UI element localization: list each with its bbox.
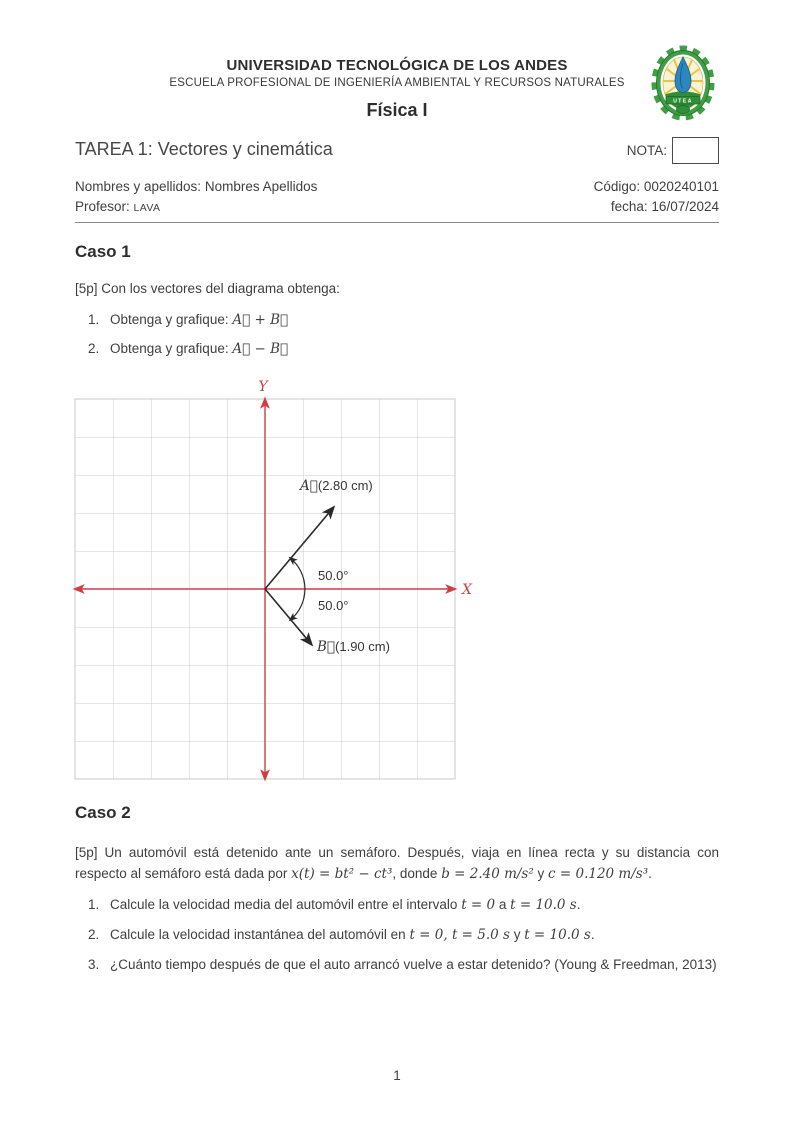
grade-area	[627, 137, 719, 164]
item-math: t = 10.0 s	[524, 927, 591, 943]
caso1-item-1	[88, 312, 288, 328]
item-text-run: .	[576, 897, 581, 912]
item-text	[110, 927, 595, 943]
item-text-run: a	[495, 897, 511, 912]
caso1-item-2	[88, 341, 288, 357]
vector-a-label	[298, 478, 373, 494]
para-run: y	[533, 865, 549, 881]
item-number: 2.	[88, 341, 100, 356]
header-divider	[75, 222, 719, 223]
vector-b-symbol: B⃗	[317, 639, 336, 655]
date-value: 16/07/2024	[651, 199, 719, 214]
item-number: 2.	[88, 927, 100, 942]
grade-label: NOTA:	[626, 143, 667, 158]
item-text-run: Obtenga y grafique:	[110, 341, 229, 356]
item-text-run: y	[509, 927, 525, 942]
item-math: t = 0	[461, 897, 496, 913]
angle-upper-label: 50.0°	[318, 568, 349, 583]
item-text	[110, 341, 288, 357]
item-number: 1.	[88, 897, 100, 912]
caso1-intro: [5p] Con los vectores del diagrama obtenga:	[75, 281, 340, 296]
vector-b-magnitude: (1.90 cm)	[335, 639, 390, 654]
para-run: , donde	[392, 865, 442, 881]
page-number: 1	[393, 1068, 401, 1083]
caso1-heading: Caso 1	[75, 242, 131, 261]
caso2-item-3	[88, 957, 728, 972]
item-text	[110, 312, 288, 328]
code-label: Código:	[593, 179, 641, 194]
vector-diagram	[60, 378, 480, 793]
caso2-heading: Caso 2	[75, 803, 131, 822]
item-text-run: ¿Cuánto tiempo después de que el auto arrancó vuelve a estar detenido? (Young & Freedman, 2013)	[110, 957, 717, 972]
item-text	[110, 897, 581, 913]
assignment-title: TAREA 1: Vectores y cinemática	[75, 139, 333, 159]
course-title: Física I	[366, 100, 428, 120]
item-text-run: Obtenga y grafique:	[110, 312, 229, 327]
grade-box	[672, 137, 719, 164]
caso2-item-1	[88, 897, 728, 913]
item-text-run: Calcule la velocidad instantánea del automóvil en	[110, 927, 410, 942]
para-run: [5p] Un automóvil está detenido ante un semáforo. Después, viaja en línea recta y su distancia con respecto al semáforo está dada por	[75, 845, 719, 881]
caso2-item-2	[88, 927, 728, 943]
para-math: x(t) = bt² − ct³	[291, 865, 393, 882]
names-row	[75, 179, 317, 194]
x-axis-label: X	[462, 582, 472, 598]
logo-banner-text: UTEA	[673, 98, 693, 105]
date-row	[611, 199, 719, 214]
university-name: UNIVERSIDAD TECNOLÓGICA DE LOS ANDES	[226, 57, 568, 74]
item-text-run: Calcule la velocidad media del automóvil entre el intervalo	[110, 897, 462, 912]
professor-value: LAVA	[133, 202, 161, 214]
item-math: A⃗ + B⃗	[232, 312, 289, 328]
item-number: 3.	[88, 957, 100, 972]
item-math: t = 10.0 s	[510, 897, 577, 913]
item-text	[110, 957, 717, 972]
vector-a-symbol: A⃗	[300, 478, 318, 494]
y-axis-label: Y	[258, 379, 268, 395]
professor-row	[75, 199, 160, 214]
item-math: A⃗ − B⃗	[232, 341, 289, 357]
angle-lower-label: 50.0°	[318, 598, 349, 613]
date-label: fecha:	[610, 199, 648, 214]
item-number: 1.	[88, 312, 100, 327]
item-text-run: .	[590, 927, 595, 942]
para-math: b = 2.40 m/s²	[441, 865, 534, 882]
para-math: c = 0.120 m/s³	[548, 865, 649, 882]
code-value: 0020240101	[643, 179, 719, 194]
item-math: t = 0, t = 5.0 s	[409, 927, 510, 943]
code-row	[594, 179, 719, 194]
names-value: Nombres Apellidos	[204, 179, 318, 194]
professor-label: Profesor:	[75, 199, 130, 214]
school-name: ESCUELA PROFESIONAL DE INGENIERÍA AMBIENTAL Y RECURSOS NATURALES	[169, 77, 625, 89]
vector-b-label	[316, 639, 390, 655]
vector-a-magnitude: (2.80 cm)	[317, 478, 373, 493]
para-run: .	[648, 865, 652, 881]
names-label: Nombres y apellidos:	[75, 179, 202, 194]
caso2-paragraph	[75, 843, 719, 884]
